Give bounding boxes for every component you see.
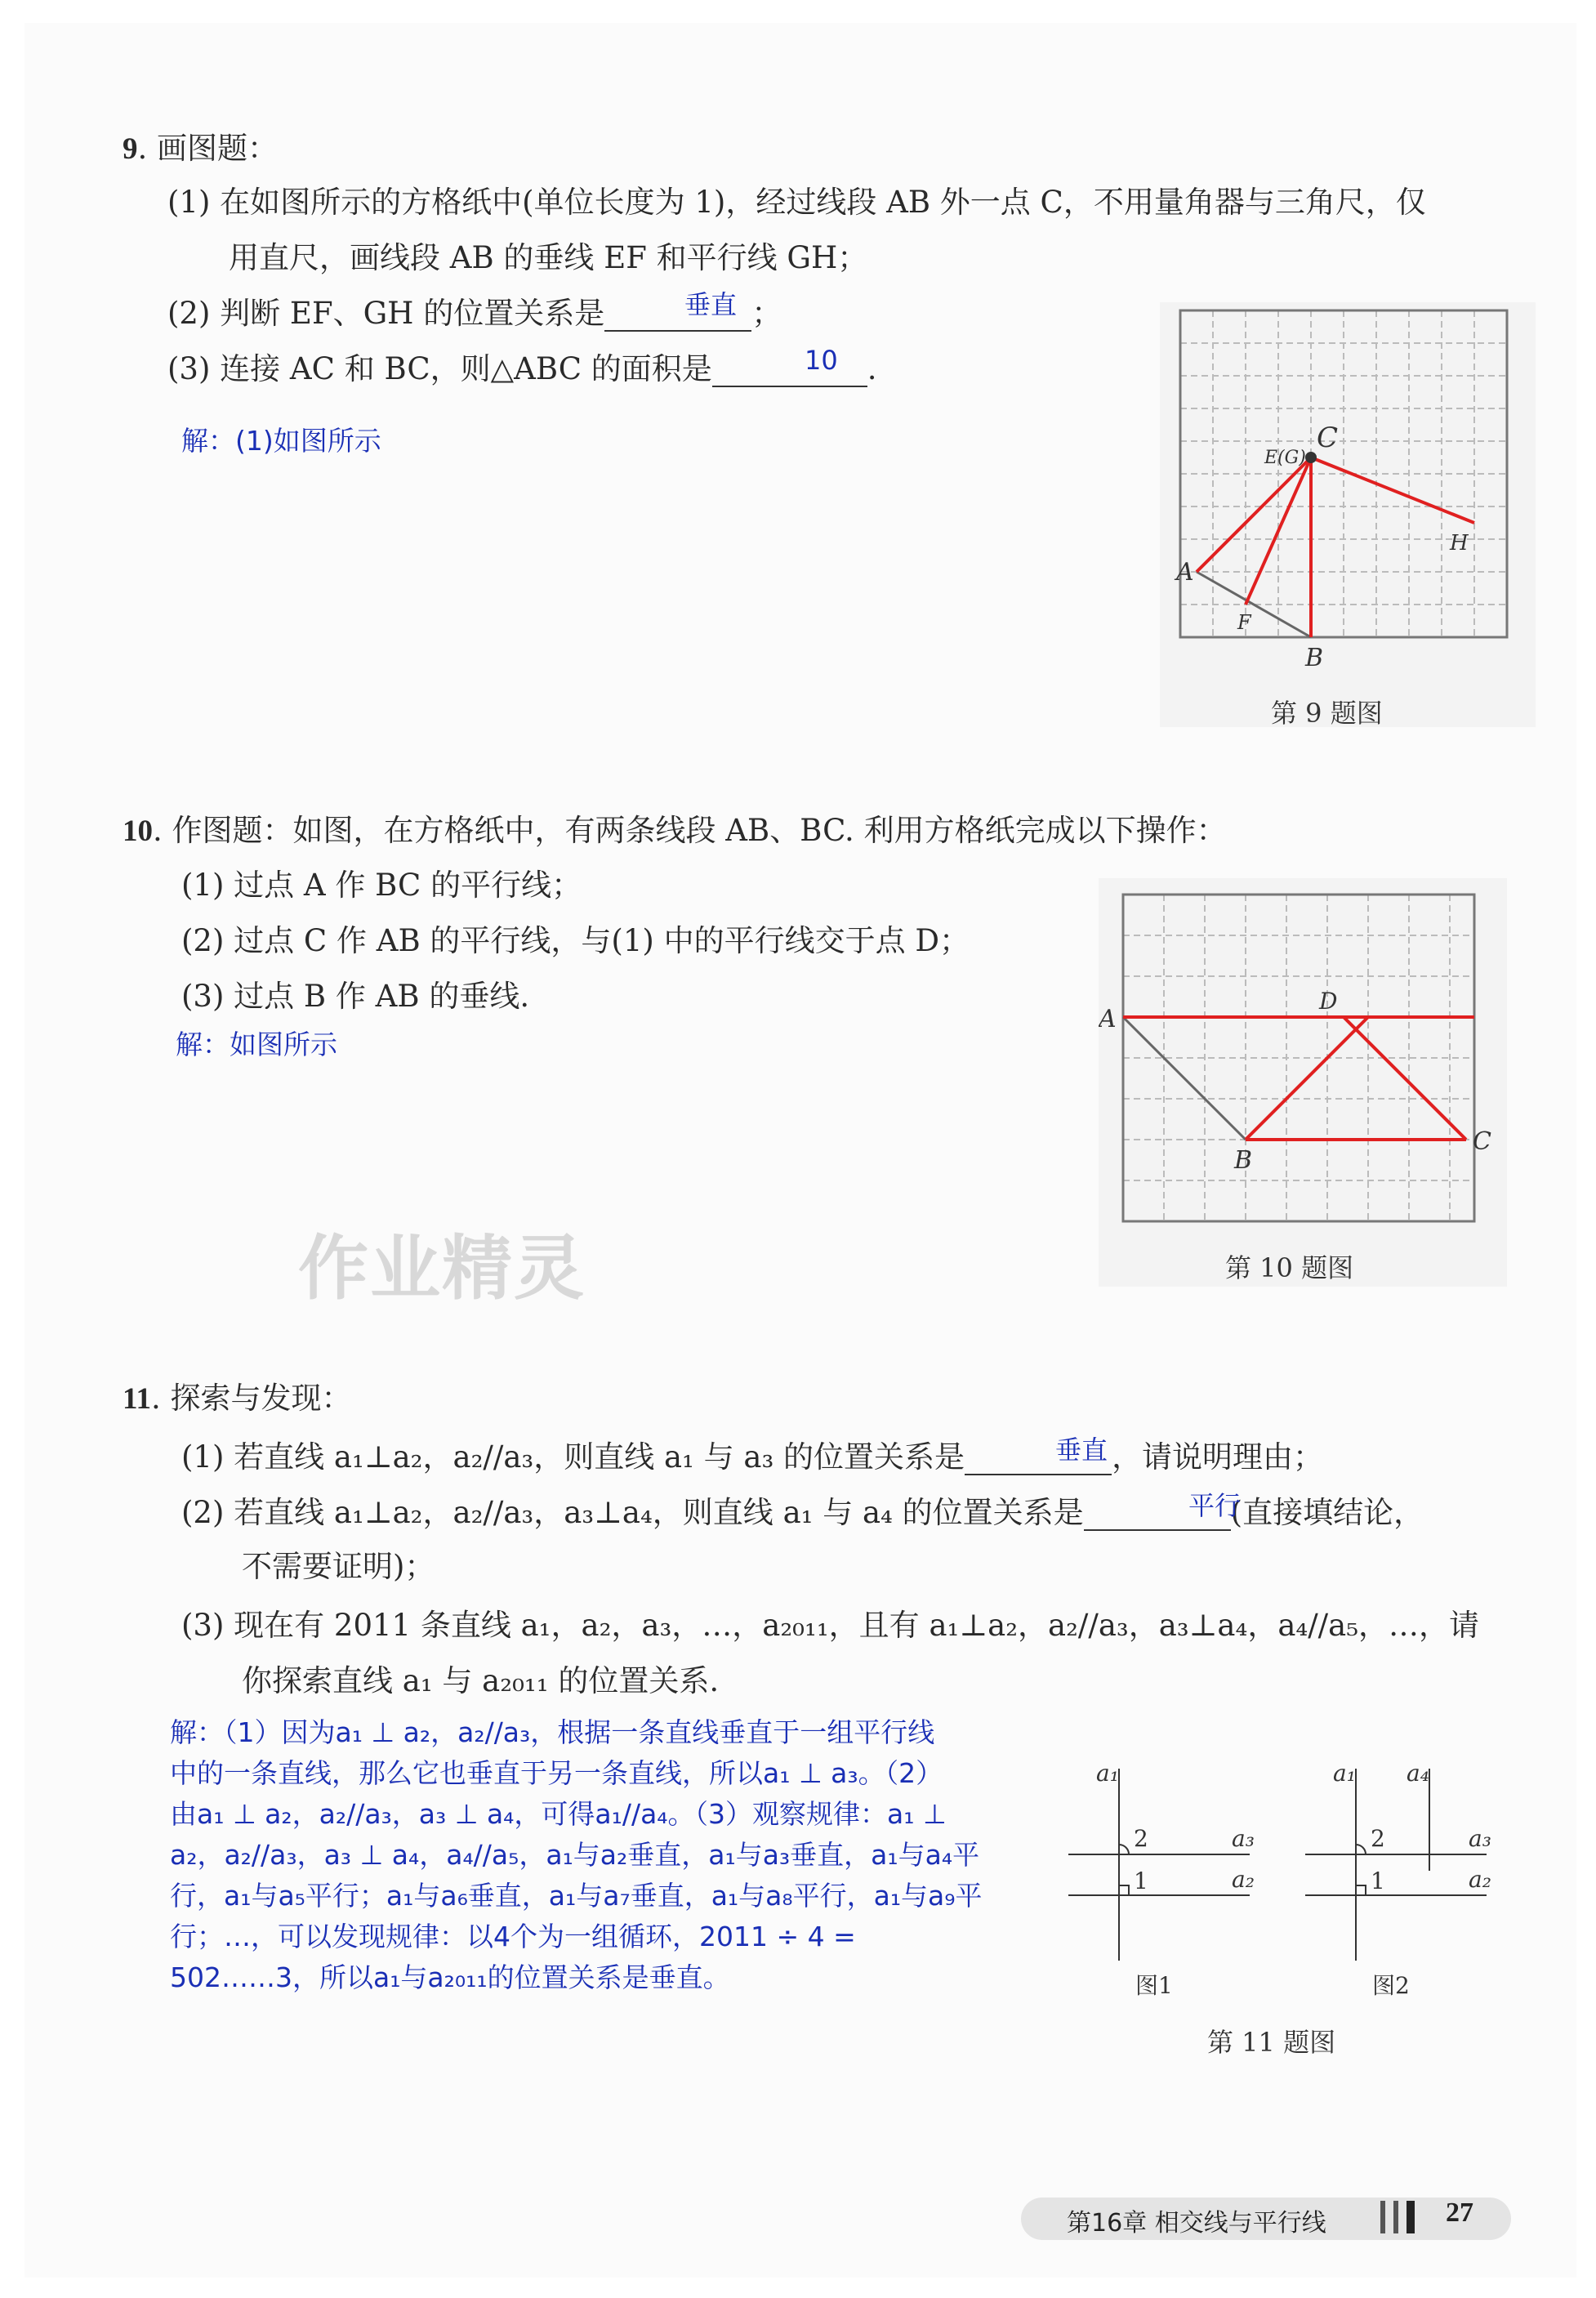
q9-label-b: B [1305,644,1324,672]
q9-label-f: F [1237,611,1251,634]
q9-part3 [167,351,877,387]
q11-solution-line: a₂，a₂//a₃，a₃ ⊥ a₄，a₄//a₅，a₁与a₂垂直，a₁与a₃垂直，a₁与a₄平 [170,1839,980,1871]
q11-solution-line: 502……3，所以a₁与a₂₀₁₁的位置关系是垂直。 [170,1961,730,1993]
q9-part1-line2: 用直尺，画线段 AB 的垂线 EF 和平行线 GH； [229,240,868,275]
fig2-label-a4: a₄ [1407,1760,1429,1787]
q9-label-a: A [1176,558,1194,587]
fig1-label-a3: a₃ [1232,1825,1255,1852]
q9-point-c [1305,452,1317,463]
q9-label-eg: E(G) [1264,448,1306,468]
q10-number: 10 [123,814,153,848]
q9-part2-text: (2) 判断 EF、GH 的位置关系是 [167,296,605,331]
q11-part2-text: (2) 若直线 a₁⊥a₂，a₂//a₃，a₃⊥a₄，则直线 a₁ 与 a₄ 的位置关系是 [181,1495,1084,1530]
q10-label-b: B [1234,1146,1253,1175]
q11-answer1: 垂直 [1055,1435,1108,1466]
q11-part1-text: (1) 若直线 a₁⊥a₂，a₂//a₃，则直线 a₁ 与 a₃ 的位置关系是 [181,1439,965,1475]
fig2-label-2: 2 [1371,1825,1385,1852]
q11-part2-line2: 不需要证明)； [242,1549,435,1584]
q11-part3-line2: 你探索直线 a₁ 与 a₂₀₁₁ 的位置关系. [242,1663,720,1698]
q10-caption: 第 10 题图 [1225,1252,1354,1283]
footer-bars [1380,2201,1429,2233]
fig2-label-a3: a₃ [1469,1825,1491,1852]
footer-chapter: 第16章 相交线与平行线 [1067,2209,1326,2238]
q9-title [123,131,278,167]
fig1-label-a2: a₂ [1232,1866,1255,1893]
q10-part1: (1) 过点 A 作 BC 的平行线； [181,868,582,903]
q11-solution-line: 解：（1）因为a₁ ⊥ a₂，a₂//a₃，根据一条直线垂直于一组平行线 [170,1716,935,1748]
q11-part1-end: ，请说明理由； [1112,1439,1324,1475]
fig2-label-1: 1 [1371,1867,1385,1894]
q11-figure1 [1054,1756,1291,2018]
fig1-label-a1: a₁ [1096,1760,1119,1787]
q11-solution-line: 行；…，可以发现规律：以4个为一组循环，2011 ÷ 4 = [170,1921,856,1952]
fig2-label-a1: a₁ [1333,1760,1356,1787]
q11-solution-line: 中的一条直线，那么它也垂直于另一条直线，所以a₁ ⊥ a₃。（2） [170,1757,943,1789]
q9-answer3: 10 [805,345,838,376]
q10-solution: 解：如图所示 [176,1029,337,1060]
q11-title-text: . 探索与发现： [150,1381,352,1416]
q9-number: 9 [123,132,138,166]
q11-solution-line: 由a₁ ⊥ a₂，a₂//a₃，a₃ ⊥ a₄，可得a₁//a₄。（3）观察规律：a₁ ⊥ [170,1798,947,1830]
q9-part3-text: (3) 连接 AC 和 BC，则△ABC 的面积是 [167,351,712,386]
q9-caption: 第 9 题图 [1271,698,1383,729]
q9-label-c: C [1317,422,1339,454]
q9-answer2: 垂直 [684,289,738,320]
fig1-caption: 图1 [1135,1972,1173,1999]
q11-figure2 [1291,1756,1527,2018]
q9-part3-blank [712,356,867,387]
q9-figure [1160,302,1536,727]
q10-label-c: C [1473,1127,1491,1156]
q10-figure [1099,878,1507,1287]
q9-part3-end: . [867,351,877,386]
fig1-label-2: 2 [1134,1825,1148,1852]
watermark: 作业精灵 [298,1228,586,1310]
fig2-caption: 图2 [1372,1972,1410,1999]
q9-part1-line1: (1) 在如图所示的方格纸中(单位长度为 1)，经过线段 AB 外一点 C，不用量角器与三角尺，仅 [167,185,1426,220]
q10-title [123,813,1227,850]
page-number: 27 [1446,2198,1473,2228]
q11-answer2: 平行 [1188,1490,1242,1521]
q11-part2-end: (直接填结论， [1230,1495,1424,1530]
q11-caption: 第 11 题图 [1207,2027,1336,2058]
q9-part2-end: ； [751,296,782,331]
q11-solution-line: 行，a₁与a₅平行；a₁与a₆垂直，a₁与a₇垂直，a₁与a₈平行，a₁与a₉平 [170,1880,983,1912]
q11-title [123,1381,352,1417]
q10-part2: (2) 过点 C 作 AB 的平行线，与(1) 中的平行线交于点 D； [181,923,970,958]
fig2-label-a2: a₂ [1469,1866,1491,1893]
q11-part1 [181,1439,1323,1475]
q9-label-h: H [1450,531,1469,556]
q11-part3-line1: (3) 现在有 2011 条直线 a₁，a₂，a₃，…，a₂₀₁₁，且有 a₁⊥a₂，a₂//a₃，a₃⊥a₄，a₄//a₅，…，请 [181,1608,1480,1643]
fig1-label-1: 1 [1134,1867,1148,1894]
q10-title-text: . 作图题：如图，在方格纸中，有两条线段 AB、BC. 利用方格纸完成以下操作： [153,813,1227,848]
q10-label-d: D [1319,988,1338,1015]
q9-solution: 解：(1)如图所示 [181,425,381,457]
q10-label-a: A [1099,1005,1117,1033]
q10-part3: (3) 过点 B 作 AB 的垂线. [181,979,530,1014]
q9-title-text: . 画图题： [137,131,279,166]
q11-number: 11 [123,1382,151,1416]
